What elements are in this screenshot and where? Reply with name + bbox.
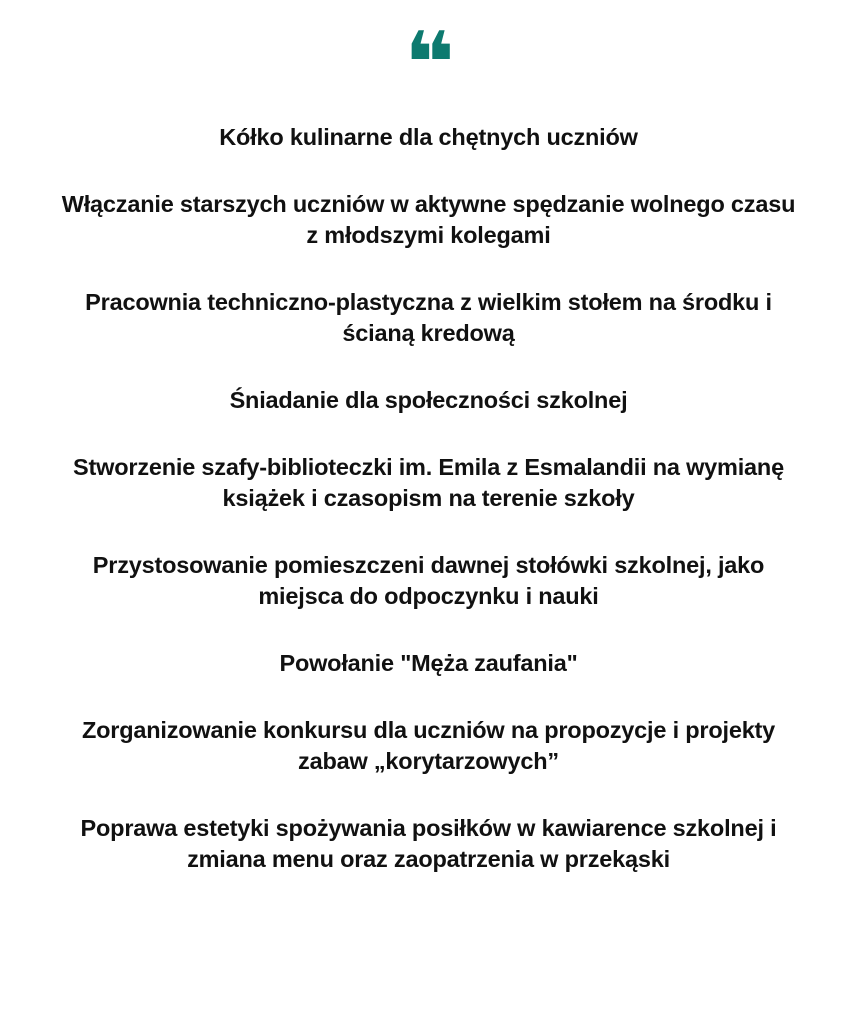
- list-item: Śniadanie dla społeczności szkolnej: [229, 386, 628, 413]
- list-item: Poprawa estetyki spożywania posiłków w kawiarence szkolnej i zmiana menu oraz zaopatrzenia w przekąski: [80, 815, 777, 873]
- list-item: Kółko kulinarne dla chętnych uczniów: [219, 123, 638, 150]
- list-item: Zorganizowanie konkursu dla uczniów na propozycje i projekty zabaw „korytarzowych”: [81, 717, 776, 775]
- list-item: Włączanie starszych uczniów w aktywne spędzanie wolnego czasu z młodszymi kolegami: [61, 190, 796, 248]
- quotation-mark-icon: ❝: [404, 14, 453, 114]
- list-item: Pracownia techniczno-plastyczna z wielkim stołem na środku i ścianą kredową: [85, 288, 772, 346]
- list-item: Powołanie "Męża zaufania": [279, 650, 578, 677]
- list-item: Przystosowanie pomieszczeni dawnej stołówki szkolnej, jako miejsca do odpoczynku i nauki: [92, 552, 765, 610]
- ideas-list: [48, 122, 809, 875]
- list-item: Stworzenie szafy-biblioteczki im. Emila z Esmalandii na wymianę książek i czasopism na terenie szkoły: [73, 454, 784, 512]
